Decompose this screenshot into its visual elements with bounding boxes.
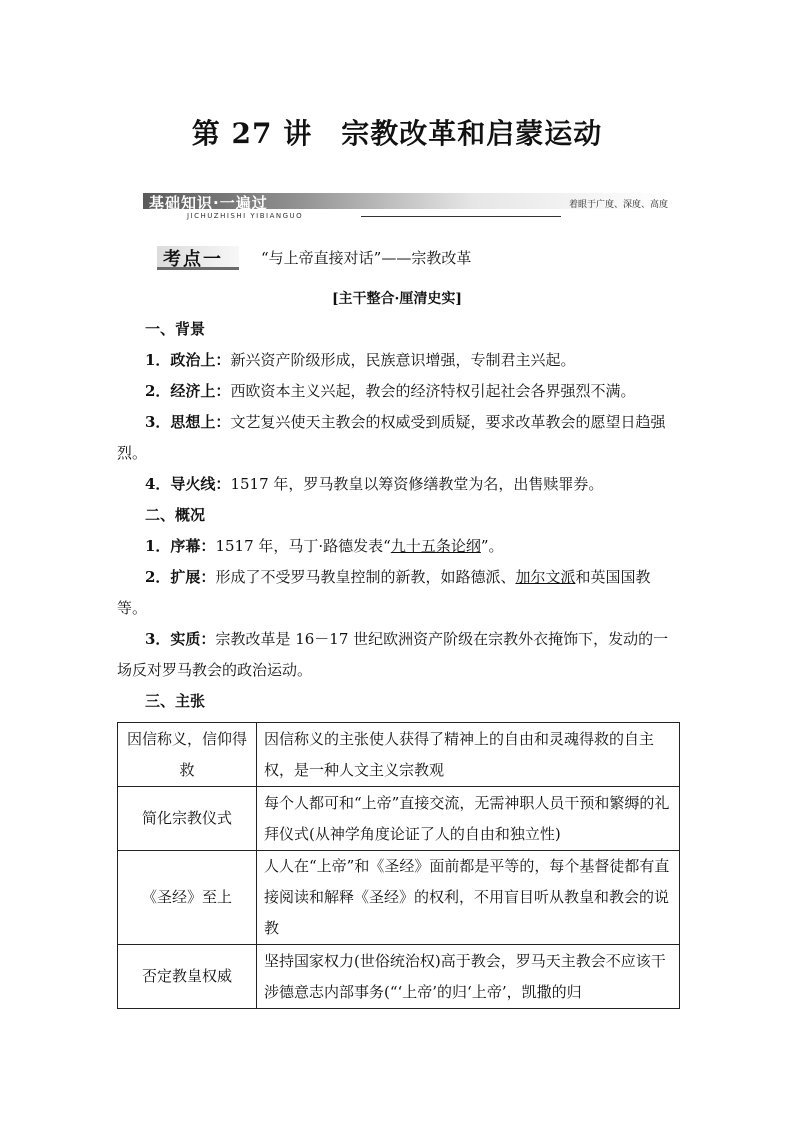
background-item-4-label: 4．导火线： xyxy=(145,475,231,493)
background-item-3 xyxy=(117,407,679,469)
table-cell-key: 《圣经》至上 xyxy=(118,851,257,945)
background-item-2 xyxy=(145,376,635,407)
kaodian-topic: “与上帝直接对话”——宗教改革 xyxy=(261,249,472,267)
table-row xyxy=(118,851,680,945)
overview-item-1-pre: 1517 年，马丁·路德发表“ xyxy=(215,537,391,555)
overview-item-1-post: ”。 xyxy=(480,537,504,555)
overview-item-2-pre: 形成了不受罗马教皇控制的新教，如路德派、 xyxy=(215,568,516,586)
background-item-2-label: 2．经济上： xyxy=(145,382,231,400)
banner-pinyin: JICHUZHISHI YIBIANGUO xyxy=(187,212,304,220)
overview-item-1-keyword: 九十五条论纲 xyxy=(390,537,481,555)
background-item-1-text: 新兴资产阶级形成，民族意识增强，专制君主兴起。 xyxy=(230,351,576,369)
background-item-3-text: 文艺复兴使天主教会的权威受到质疑，要求改革教会的愿望日趋强烈。 xyxy=(117,413,666,462)
overview-item-2 xyxy=(117,562,679,624)
banner-title: 基础知识·一遍过 xyxy=(149,194,268,212)
table-cell-key: 因信称义，信仰得救 xyxy=(118,723,257,787)
table-cell-value: 人人在“上帝”和《圣经》面前都是平等的，每个基督徒都有直接阅读和解释《圣经》的权利，不用盲目听从教皇和教会的说教 xyxy=(257,851,680,945)
banner-tagline: 着眼于广度、深度、高度 xyxy=(568,200,668,210)
table-row xyxy=(118,787,680,851)
background-item-3-label: 3．思想上： xyxy=(145,413,231,431)
overview-item-1 xyxy=(145,531,504,562)
kaodian-label: 考点一 xyxy=(163,249,223,270)
overview-item-1-label: 1．序幕： xyxy=(145,537,216,555)
overview-item-3 xyxy=(117,624,679,686)
claims-table xyxy=(117,722,680,1009)
banner-rule xyxy=(361,216,561,217)
background-item-1 xyxy=(145,345,575,376)
table-row xyxy=(118,945,680,1009)
overview-item-3-text: 宗教改革是 16－17 世纪欧洲资产阶级在宗教外衣掩饰下，发动的一场反对罗马教会的政治运动。 xyxy=(117,630,669,679)
table-cell-key: 否定教皇权威 xyxy=(118,945,257,1009)
table-cell-key: 简化宗教仪式 xyxy=(118,787,257,851)
background-item-1-label: 1．政治上： xyxy=(145,351,231,369)
section-banner xyxy=(143,193,670,227)
table-cell-value: 每个人都可和“上帝”直接交流，无需神职人员干预和繁缛的礼拜仪式(从神学角度论证了人的自由和独立性) xyxy=(257,787,680,851)
overview-item-2-keyword: 加尔文派 xyxy=(515,568,576,586)
background-item-4 xyxy=(145,469,603,500)
section-heading-background: 一、背景 xyxy=(145,320,206,338)
page-title: 第 27 讲 宗教改革和启蒙运动 xyxy=(191,117,603,150)
overview-item-3-label: 3．实质： xyxy=(145,630,216,648)
background-item-2-text: 西欧资本主义兴起，教会的经济特权引起社会各界强烈不满。 xyxy=(230,382,636,400)
table-cell-value: 因信称义的主张使人获得了精神上的自由和灵魂得救的自主权，是一种人文主义宗教观 xyxy=(257,723,680,787)
section-heading-claims: 三、主张 xyxy=(145,692,206,710)
table-cell-value: 坚持国家权力(世俗统治权)高于教会，罗马天主教会不应该干涉德意志内部事务(“‘上帝’的归‘上帝’，凯撒的归 xyxy=(257,945,680,1009)
section-heading-overview: 二、概况 xyxy=(145,506,206,524)
summary-heading: [主干整合·厘清史实] xyxy=(331,291,463,307)
overview-item-2-post: 和英国国教等。 xyxy=(117,568,651,617)
table-row xyxy=(118,723,680,787)
background-item-4-text: 1517 年，罗马教皇以筹资修缮教堂为名，出售赎罪券。 xyxy=(230,475,604,493)
overview-item-2-label: 2．扩展： xyxy=(145,568,216,586)
